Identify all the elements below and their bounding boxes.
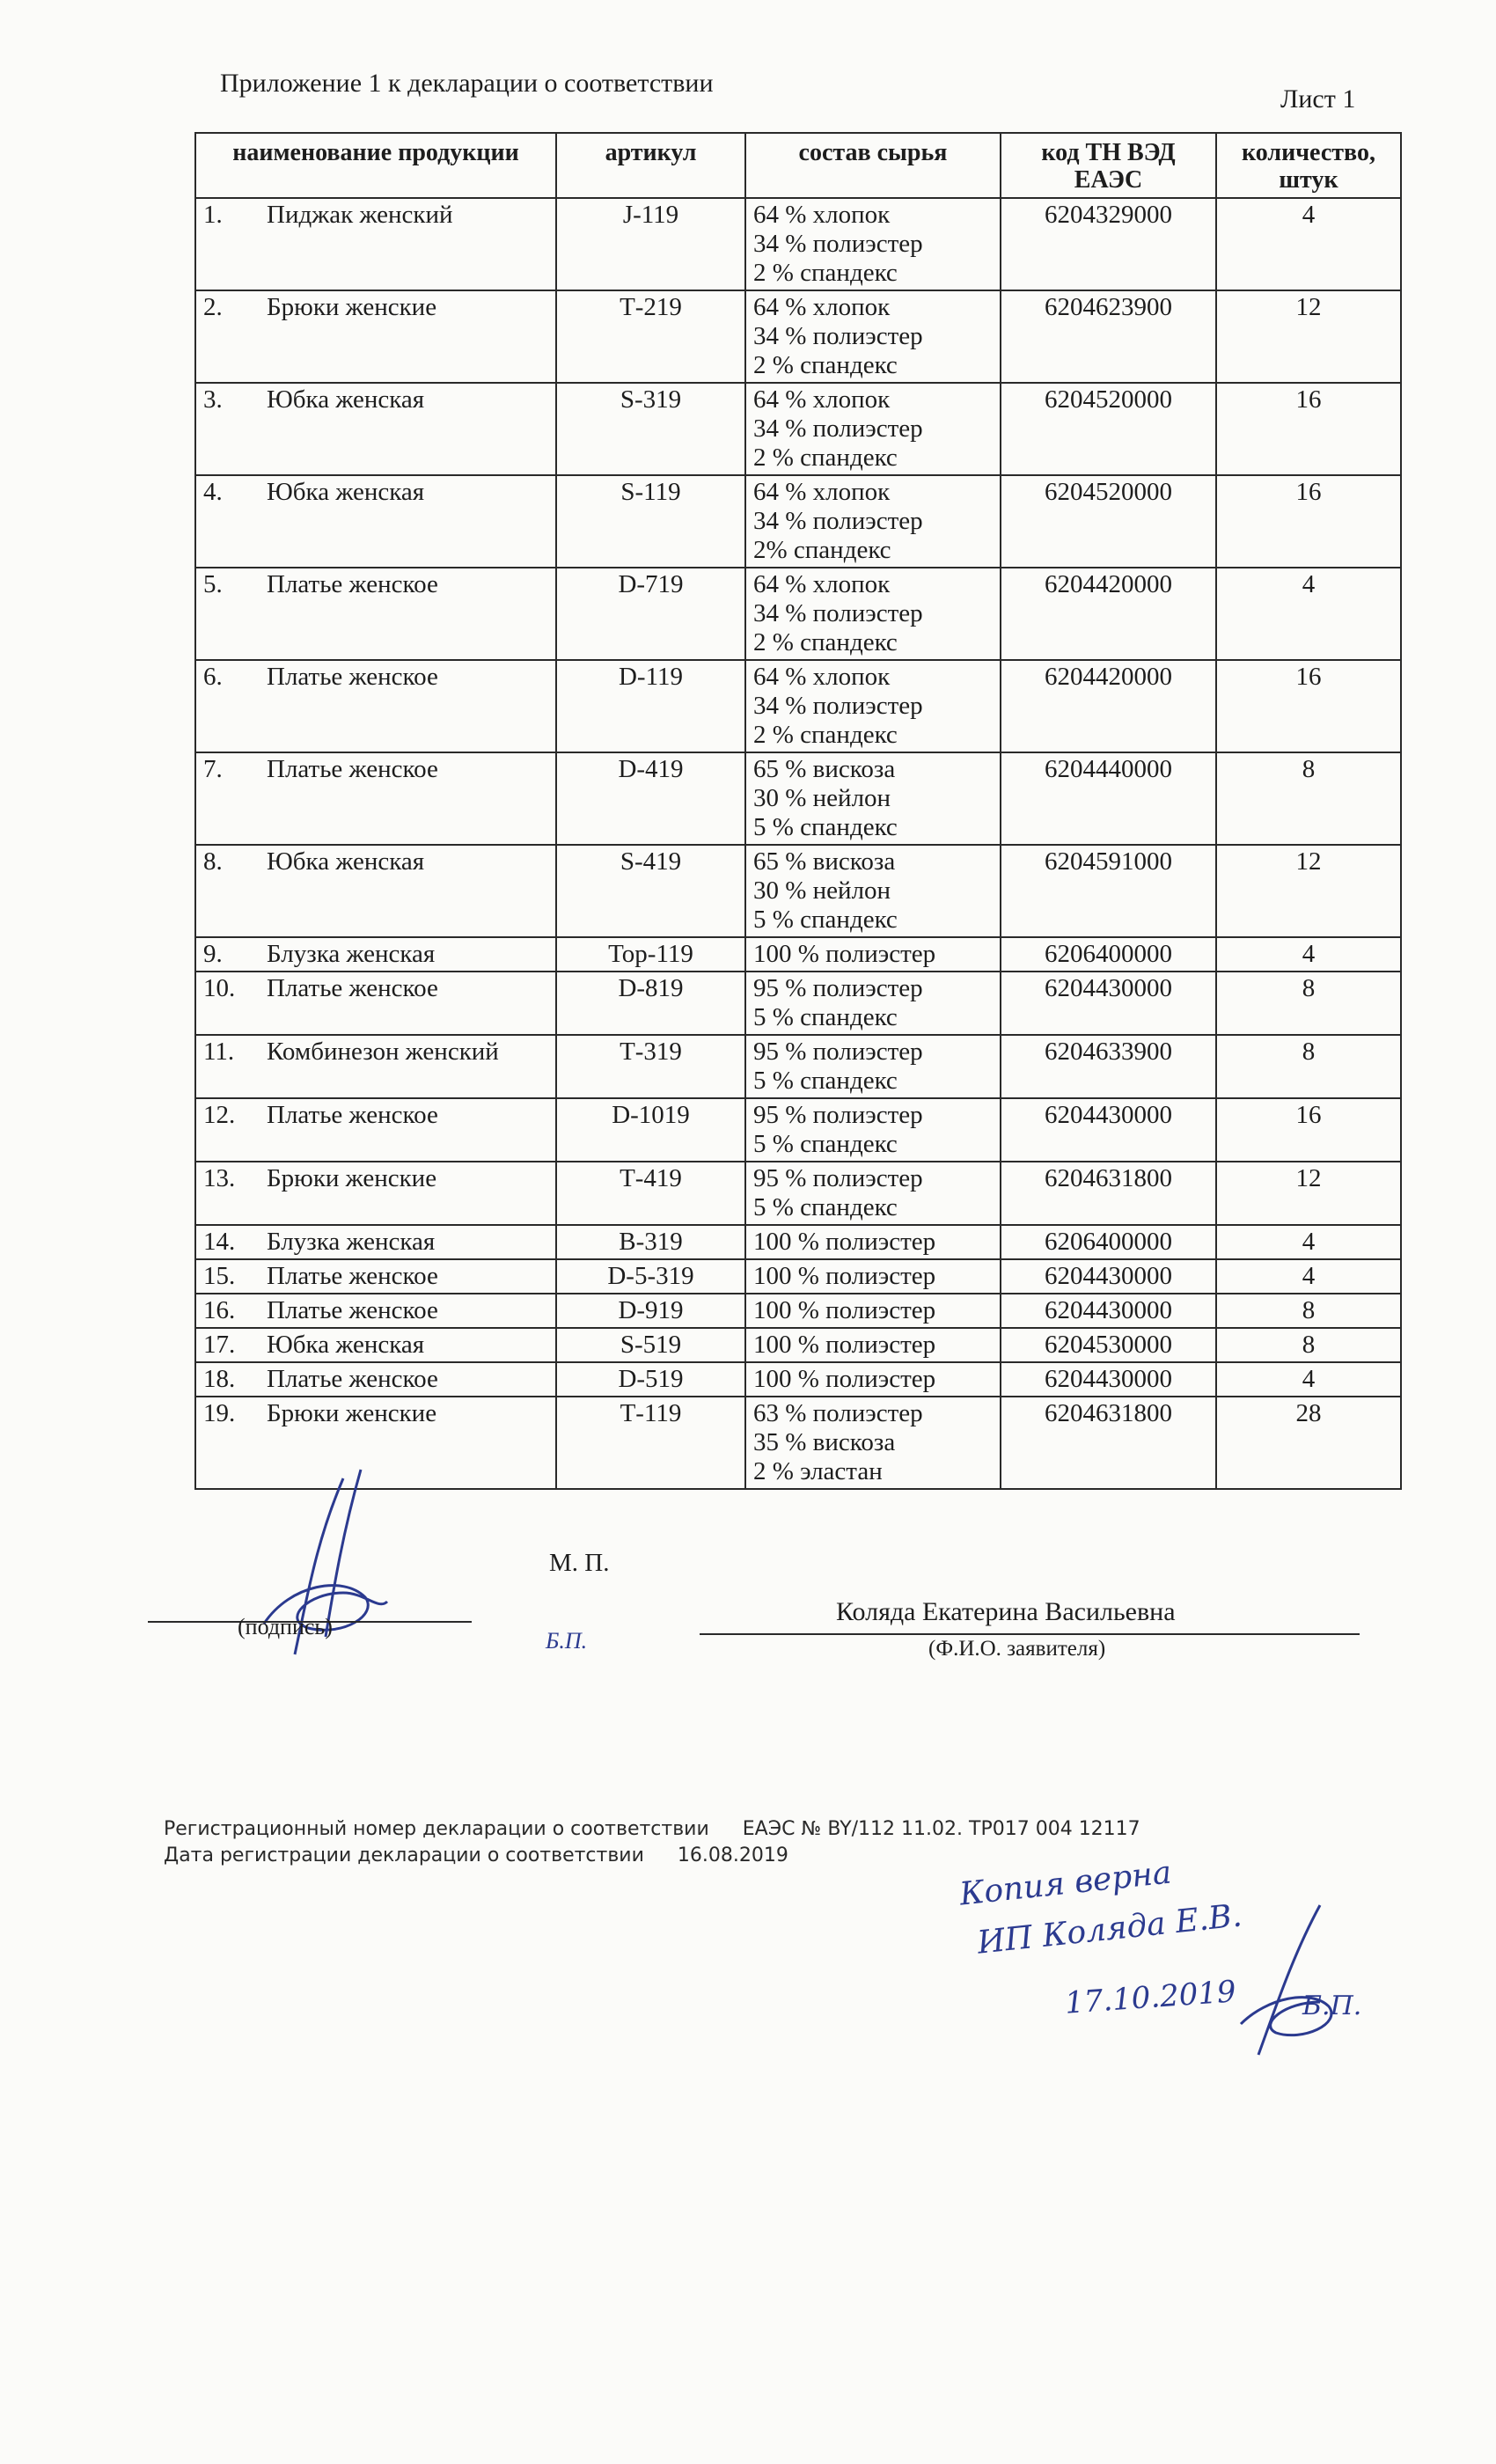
composition-line: 34 % полиэстер (753, 599, 923, 627)
code-cell: 6206400000 (1001, 1225, 1216, 1259)
product-name-cell (195, 290, 556, 383)
composition-line: 100 % полиэстер (753, 1331, 936, 1359)
row-number: 11. (203, 1038, 235, 1066)
composition-line: 100 % полиэстер (753, 1228, 936, 1256)
composition-line: 5 % спандекс (753, 1067, 898, 1095)
product-name-cell (195, 1294, 556, 1328)
composition-line: 65 % вискоза (753, 755, 896, 783)
column-header-code: код ТН ВЭД ЕАЭС (1001, 133, 1216, 198)
composition-line: 35 % вискоза (753, 1428, 896, 1456)
table-row (195, 1328, 1401, 1362)
product-name: Платье женское (267, 1101, 438, 1129)
product-name-cell (195, 1328, 556, 1362)
quantity-cell: 4 (1216, 937, 1401, 972)
table-row (195, 475, 1401, 568)
registration-date-value: 16.08.2019 (677, 1844, 788, 1866)
certified-copy-signature (1223, 1901, 1355, 2059)
composition-cell (745, 1035, 1001, 1098)
applicant-name-line (700, 1633, 1360, 1635)
table-row (195, 1294, 1401, 1328)
composition-line: 30 % нейлон (753, 876, 891, 905)
product-name-cell (195, 1362, 556, 1397)
table-row (195, 290, 1401, 383)
quantity-cell: 16 (1216, 383, 1401, 475)
article-cell: Т-419 (556, 1162, 745, 1225)
row-number: 1. (203, 201, 223, 229)
row-number: 19. (203, 1399, 236, 1427)
composition-line: 64 % хлопок (753, 570, 891, 598)
article-cell: Т-219 (556, 290, 745, 383)
row-number: 10. (203, 974, 236, 1002)
composition-line: 63 % полиэстер (753, 1399, 923, 1427)
composition-line: 95 % полиэстер (753, 1101, 923, 1129)
composition-cell (745, 660, 1001, 752)
composition-cell (745, 1294, 1001, 1328)
code-cell: 6204329000 (1001, 198, 1216, 290)
applicant-caption: (Ф.И.О. заявителя) (928, 1637, 1106, 1661)
composition-line: 64 % хлопок (753, 293, 891, 321)
table-row (195, 937, 1401, 972)
product-name: Платье женское (267, 663, 438, 691)
composition-line: 5 % спандекс (753, 1003, 898, 1031)
composition-line: 100 % полиэстер (753, 940, 936, 968)
table-row (195, 1035, 1401, 1098)
quantity-cell: 28 (1216, 1397, 1401, 1489)
registration-block (164, 1816, 1140, 1869)
composition-line: 95 % полиэстер (753, 1164, 923, 1192)
row-number: 2. (203, 293, 223, 321)
article-cell: Т-119 (556, 1397, 745, 1489)
composition-line: 95 % полиэстер (753, 974, 923, 1002)
product-name: Блузка женская (267, 940, 436, 968)
composition-cell (745, 383, 1001, 475)
quantity-cell: 8 (1216, 1294, 1401, 1328)
composition-line: 5 % спандекс (753, 1193, 898, 1221)
table-row (195, 383, 1401, 475)
table-row (195, 568, 1401, 660)
quantity-cell: 8 (1216, 972, 1401, 1035)
row-number: 8. (203, 847, 223, 876)
composition-line: 34 % полиэстер (753, 230, 923, 258)
code-cell: 6204591000 (1001, 845, 1216, 937)
quantity-cell: 4 (1216, 1259, 1401, 1294)
product-name: Комбинезон женский (267, 1038, 499, 1066)
composition-cell (745, 937, 1001, 972)
row-number: 3. (203, 385, 223, 414)
applicant-name: Коляда Екатерина Васильевна (836, 1597, 1176, 1626)
code-cell: 6204520000 (1001, 475, 1216, 568)
product-name: Пиджак женский (267, 201, 453, 229)
article-cell: D-719 (556, 568, 745, 660)
code-cell: 6204520000 (1001, 383, 1216, 475)
product-name-cell (195, 198, 556, 290)
article-cell: S-519 (556, 1328, 745, 1362)
code-cell: 6204430000 (1001, 1098, 1216, 1162)
quantity-cell: 16 (1216, 475, 1401, 568)
composition-cell (745, 752, 1001, 845)
product-name: Платье женское (267, 974, 438, 1002)
quantity-cell: 4 (1216, 198, 1401, 290)
code-cell: 6204430000 (1001, 1362, 1216, 1397)
article-cell: D-519 (556, 1362, 745, 1397)
article-cell: D-819 (556, 972, 745, 1035)
certified-copy-line-2: ИП Коляда Е.В. (975, 1897, 1244, 1962)
sheet-number: Лист 1 (1280, 84, 1356, 114)
article-cell: D-119 (556, 660, 745, 752)
product-name-cell (195, 972, 556, 1035)
composition-cell (745, 845, 1001, 937)
row-number: 5. (203, 570, 223, 598)
product-name: Платье женское (267, 755, 438, 783)
composition-cell (745, 1098, 1001, 1162)
code-cell: 6204420000 (1001, 568, 1216, 660)
article-cell: Т-319 (556, 1035, 745, 1098)
composition-line: 64 % хлопок (753, 201, 891, 229)
product-name-cell (195, 1259, 556, 1294)
quantity-cell: 8 (1216, 752, 1401, 845)
composition-line: 100 % полиэстер (753, 1296, 936, 1324)
registration-date-label: Дата регистрации декларации о соответствии (164, 1844, 644, 1866)
code-cell: 6204633900 (1001, 1035, 1216, 1098)
code-cell: 6204430000 (1001, 972, 1216, 1035)
product-name: Платье женское (267, 570, 438, 598)
column-header-quantity: количество, штук (1216, 133, 1401, 198)
composition-line: 5 % спандекс (753, 813, 898, 841)
row-number: 13. (203, 1164, 236, 1192)
composition-line: 64 % хлопок (753, 478, 891, 506)
table-row (195, 752, 1401, 845)
code-cell: 6204420000 (1001, 660, 1216, 752)
row-number: 18. (203, 1365, 236, 1393)
table-row (195, 845, 1401, 937)
product-name: Юбка женская (267, 847, 425, 876)
composition-line: 64 % хлопок (753, 663, 891, 691)
composition-cell (745, 568, 1001, 660)
quantity-cell: 16 (1216, 1098, 1401, 1162)
row-number: 16. (203, 1296, 236, 1324)
quantity-cell: 12 (1216, 1162, 1401, 1225)
article-cell: D-1019 (556, 1098, 745, 1162)
page-title: Приложение 1 к декларации о соответствии (220, 69, 714, 98)
article-cell: S-119 (556, 475, 745, 568)
article-cell: D-5-319 (556, 1259, 745, 1294)
code-cell: 6204631800 (1001, 1162, 1216, 1225)
table-row (195, 1225, 1401, 1259)
composition-line: 100 % полиэстер (753, 1262, 936, 1290)
product-name-cell (195, 845, 556, 937)
registration-number-value: ЕАЭС № BY/112 11.02. ТР017 004 12117 (742, 1818, 1140, 1840)
product-name: Юбка женская (267, 1331, 425, 1359)
row-number: 4. (203, 478, 223, 506)
product-name: Платье женское (267, 1262, 438, 1290)
code-cell: 6204440000 (1001, 752, 1216, 845)
row-number: 12. (203, 1101, 236, 1129)
product-name: Брюки женские (267, 293, 437, 321)
row-number: 17. (203, 1331, 236, 1359)
quantity-cell: 8 (1216, 1035, 1401, 1098)
composition-line: 2 % спандекс (753, 351, 898, 379)
table-row (195, 198, 1401, 290)
row-number: 6. (203, 663, 223, 691)
registration-number-row (164, 1816, 1140, 1843)
certified-copy-note (942, 1854, 1434, 2068)
column-header-article: артикул (556, 133, 745, 198)
products-table (194, 132, 1402, 1490)
composition-line: 2 % спандекс (753, 721, 898, 749)
article-cell: S-319 (556, 383, 745, 475)
code-cell: 6204631800 (1001, 1397, 1216, 1489)
composition-line: 5 % спандекс (753, 1130, 898, 1158)
code-cell: 6204430000 (1001, 1259, 1216, 1294)
stamp-label: М. П. (549, 1549, 610, 1577)
composition-line: 64 % хлопок (753, 385, 891, 414)
table-row (195, 972, 1401, 1035)
composition-line: 2 % спандекс (753, 259, 898, 287)
composition-line: 5 % спандекс (753, 906, 898, 934)
row-number: 14. (203, 1228, 236, 1256)
composition-cell (745, 475, 1001, 568)
composition-cell (745, 1328, 1001, 1362)
product-name-cell (195, 1225, 556, 1259)
column-header-composition: состав сырья (745, 133, 1001, 198)
composition-line: 2 % эластан (753, 1457, 883, 1485)
product-name-cell (195, 1035, 556, 1098)
product-name: Платье женское (267, 1365, 438, 1393)
row-number: 15. (203, 1262, 236, 1290)
article-cell: В-319 (556, 1225, 745, 1259)
table-row (195, 660, 1401, 752)
table-row (195, 1362, 1401, 1397)
composition-cell (745, 290, 1001, 383)
composition-line: 30 % нейлон (753, 784, 891, 812)
composition-line: 100 % полиэстер (753, 1365, 936, 1393)
quantity-cell: 4 (1216, 568, 1401, 660)
code-cell: 6204623900 (1001, 290, 1216, 383)
code-cell: 6206400000 (1001, 937, 1216, 972)
composition-line: 34 % полиэстер (753, 322, 923, 350)
composition-line: 65 % вискоза (753, 847, 896, 876)
row-number: 7. (203, 755, 223, 783)
table-header-row (195, 133, 1401, 198)
quantity-cell: 12 (1216, 290, 1401, 383)
product-name: Юбка женская (267, 385, 425, 414)
article-cell: J-119 (556, 198, 745, 290)
composition-line: 34 % полиэстер (753, 414, 923, 443)
product-name-cell (195, 1162, 556, 1225)
signature-caption: (подпись) (238, 1614, 333, 1639)
table-row (195, 1098, 1401, 1162)
article-cell: D-419 (556, 752, 745, 845)
product-name-cell (195, 383, 556, 475)
composition-line: 2% спандекс (753, 536, 891, 564)
table-body (195, 198, 1401, 1489)
product-name: Юбка женская (267, 478, 425, 506)
composition-cell (745, 972, 1001, 1035)
code-cell: 6204430000 (1001, 1294, 1216, 1328)
registration-number-label: Регистрационный номер декларации о соответствии (164, 1818, 709, 1840)
product-name: Платье женское (267, 1296, 438, 1324)
code-cell: 6204530000 (1001, 1328, 1216, 1362)
certified-copy-date: 17.10.2019 (1063, 1974, 1237, 2021)
product-name-cell (195, 475, 556, 568)
article-cell: S-419 (556, 845, 745, 937)
row-number: 9. (203, 940, 223, 968)
certified-copy-mark: Б.П. (1302, 1991, 1362, 2021)
composition-cell (745, 1397, 1001, 1489)
column-header-name: наименование продукции (195, 133, 556, 198)
product-name-cell (195, 937, 556, 972)
composition-cell (745, 1362, 1001, 1397)
certified-copy-line-1: Копия верна (957, 1854, 1174, 1913)
composition-line: 95 % полиэстер (753, 1038, 923, 1066)
product-name-cell (195, 568, 556, 660)
product-name-cell (195, 752, 556, 845)
composition-line: 2 % спандекс (753, 444, 898, 472)
composition-line: 34 % полиэстер (753, 507, 923, 535)
product-name: Брюки женские (267, 1164, 437, 1192)
quantity-cell: 8 (1216, 1328, 1401, 1362)
product-name: Блузка женская (267, 1228, 436, 1256)
product-name-cell (195, 1098, 556, 1162)
quantity-cell: 4 (1216, 1225, 1401, 1259)
quantity-cell: 12 (1216, 845, 1401, 937)
table-row (195, 1259, 1401, 1294)
quantity-cell: 4 (1216, 1362, 1401, 1397)
composition-cell (745, 1162, 1001, 1225)
composition-line: 34 % полиэстер (753, 692, 923, 720)
product-name-cell (195, 660, 556, 752)
product-name: Брюки женские (267, 1399, 437, 1427)
stamp-mark: Б.П. (546, 1628, 588, 1654)
article-cell: D-919 (556, 1294, 745, 1328)
article-cell: Top-119 (556, 937, 745, 972)
composition-cell (745, 1259, 1001, 1294)
composition-line: 2 % спандекс (753, 628, 898, 656)
table-row (195, 1162, 1401, 1225)
composition-cell (745, 1225, 1001, 1259)
composition-cell (745, 198, 1001, 290)
quantity-cell: 16 (1216, 660, 1401, 752)
